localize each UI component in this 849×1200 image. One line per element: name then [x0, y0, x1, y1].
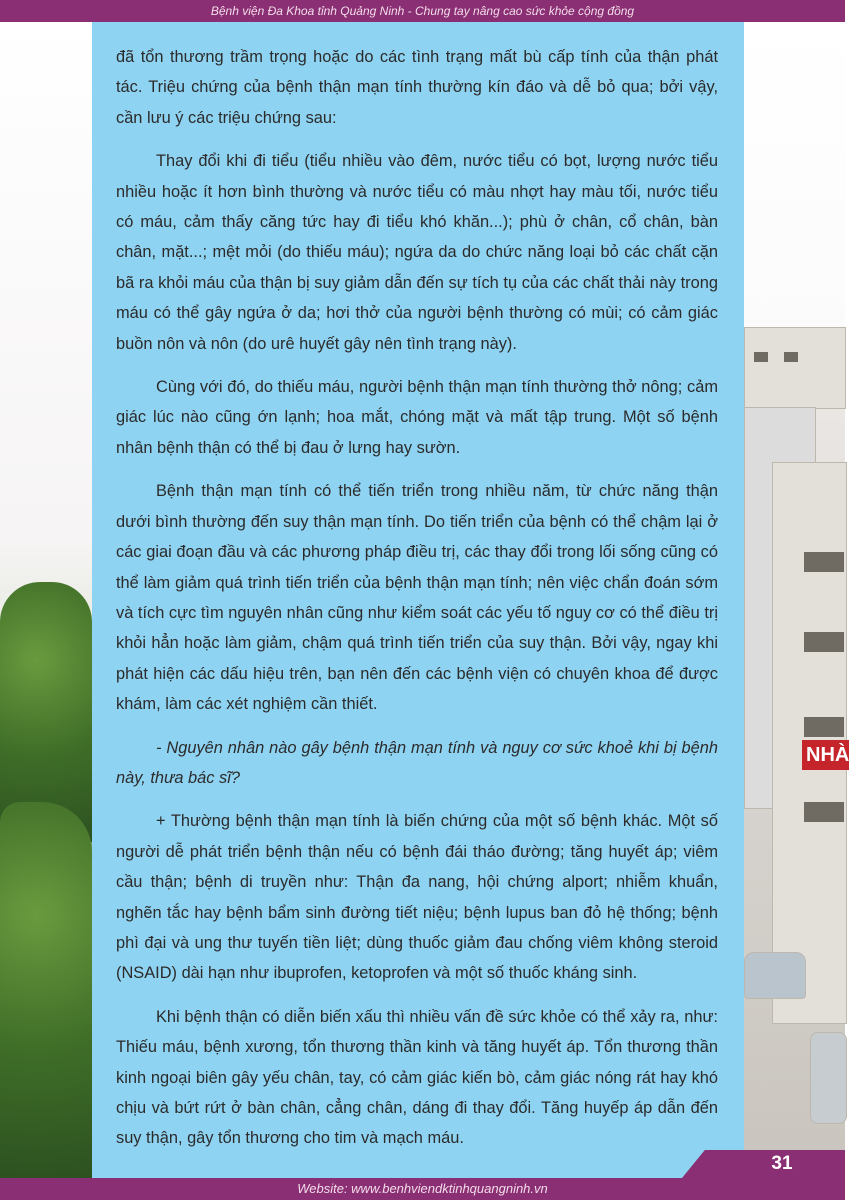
article-body — [116, 42, 718, 1167]
paragraph: Cùng với đó, do thiếu máu, người bệnh thận mạn tính thường thở nông; cảm giác lúc nào cũng ớn lạnh; hoa mắt, chóng mặt và mất tập trung. Một số bệnh nhân bệnh thận có thể bị đau ở lưng hay sườn. — [116, 378, 718, 457]
paragraph: Khi bệnh thận có diễn biến xấu thì nhiều vấn đề sức khỏe có thể xảy ra, như: Thiếu máu, bệnh xương, tổn thương thần kinh và tăng huyết áp. Tổn thương thần kinh ngoại biên gây yếu chân, tay, có cảm giác kiến bò, cảm giác nóng rát hay khó chịu và bứt rứt ở bàn chân, cẳng chân, dáng đi thay đổi. Tăng huyếp áp dẫn đến suy thận, gây tổn thương cho tim và mạch máu. — [116, 1007, 718, 1148]
parked-car — [810, 1032, 847, 1124]
building-sign: NHÀ — [802, 740, 849, 770]
tree-foliage — [0, 802, 92, 1178]
interview-question: - Nguyên nhân nào gây bệnh thận mạn tính và nguy cơ sức khoẻ khi bị bệnh này, thưa bác sĩ? — [116, 738, 718, 787]
parked-car — [744, 952, 806, 999]
footer-website: Website: www.benhviendktinhquangninh.vn — [297, 1181, 548, 1196]
left-photo-trees — [0, 22, 92, 1178]
interview-answer: + Thường bệnh thận mạn tính là biến chứng của một số bệnh khác. Một số người dễ phát triển bệnh thận nếu có bệnh đái tháo đường; tăng huyết áp; viêm cầu thận; bệnh di truyền như: Thận đa nang, hội chứng alport; nhiễm khuẩn, nghẽn tắc hay bệnh bẩm sinh đường tiết niệu; bệnh lupus ban đỏ hệ thống; bệnh phì đại và ung thư tuyến tiền liệt; dùng thuốc giảm đau chống viêm không steroid (NSAID) dài hạn như ibuprofen, ketoprofen và một số thuốc kháng sinh. — [116, 812, 718, 983]
paragraph: Bệnh thận mạn tính có thể tiến triển trong nhiều năm, từ chức năng thận dưới bình thường đến suy thận mạn tính. Do tiến triển của bệnh có thể chậm lại ở các giai đoạn đầu và các phương pháp điều trị, các thay đổi trong lối sống cũng có thể làm giảm quá trình tiến triển của bệnh thận mạn tính; nên việc chẩn đoán sớm và tích cực tìm nguyên nhân cũng như kiểm soát các yếu tố nguy cơ có thể điều trị khỏi hẳn hoặc làm giảm, chậm quá trình tiến triển của suy thận. Bởi vậy, ngay khi phát hiện các dấu hiệu trên, bạn nên đến các bệnh viện có chuyên khoa để được khám, làm các xét nghiệm cần thiết. — [116, 482, 718, 714]
header-bar — [0, 0, 845, 22]
paragraph: đã tổn thương trầm trọng hoặc do các tình trạng mất bù cấp tính của thận phát tác. Triệu chứng của bệnh thận mạn tính thường kín đáo và dễ bỏ qua; bởi vậy, cần lưu ý các triệu chứng sau: — [116, 48, 718, 127]
header-tagline: Bệnh viện Đa Khoa tỉnh Quảng Ninh - Chung tay nâng cao sức khỏe cộng đồng — [210, 4, 635, 18]
right-photo-hospital-building — [744, 22, 849, 1178]
building-window — [804, 632, 844, 652]
building-window — [804, 802, 844, 822]
building-roof — [744, 327, 846, 409]
building-window — [804, 717, 844, 737]
building-window — [754, 352, 768, 362]
page-number: 31 — [771, 1153, 793, 1174]
paragraph: Thay đổi khi đi tiểu (tiểu nhiều vào đêm, nước tiểu có bọt, lượng nước tiểu nhiều hoặc ít hơn bình thường và nước tiểu có màu nhợt hay màu tối, nước tiểu có máu, cảm thấy căng tức hay đi tiểu khó khăn...); phù ở chân, cổ chân, bàn chân, mặt...; mệt mỏi (do thiếu máu); ngứa da do chức năng loại bỏ các chất cặn bã ra khỏi máu của thận bị suy giảm dẫn đến sự tích tụ của các chất thải này trong máu có thể gây ngứa ở da; hơi thở của người bệnh thường có mùi; có cảm giác buồn nôn và nôn (do urê huyết gây nên tình trạng này). — [116, 152, 718, 353]
building-window — [804, 552, 844, 572]
footer-bar — [0, 1178, 845, 1200]
building-window — [784, 352, 798, 362]
